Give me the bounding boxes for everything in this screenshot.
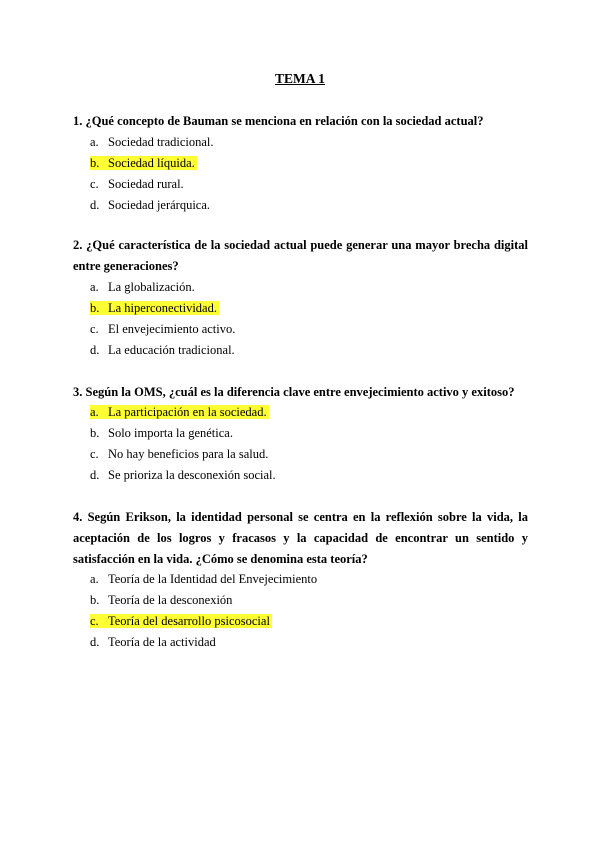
option-3b: b. Solo importa la genética. [90, 426, 233, 440]
option-2c: c. El envejecimiento activo. [90, 322, 236, 336]
question-1-text: 1. ¿Qué concepto de Bauman se menciona en relación con la sociedad actual? [73, 114, 484, 128]
question-4-options [90, 569, 317, 653]
option-1d: d. Sociedad jerárquica. [90, 198, 211, 212]
question-2-options [90, 277, 235, 361]
option-4b: b. Teoría de la desconexión [90, 593, 233, 607]
option-1b: b. Sociedad líquida. [90, 156, 195, 170]
option-2d: d. La educación tradicional. [90, 343, 235, 357]
option-3a: a. La participación en la sociedad. [90, 405, 267, 419]
option-4a: a. Teoría de la Identidad del Envejecimiento [90, 572, 318, 586]
option-4d: d. Teoría de la actividad [90, 635, 216, 649]
option-2a: a. La globalización. [90, 280, 195, 294]
option-4c: c. Teoría del desarrollo psicosocial [90, 614, 270, 628]
option-1a: a. Sociedad tradicional. [90, 135, 214, 149]
page-title: TEMA 1 [275, 71, 325, 86]
option-3c: c. No hay beneficios para la salud. [90, 447, 269, 461]
option-1c: c. Sociedad rural. [90, 177, 184, 191]
question-2-text: 2. ¿Qué característica de la sociedad actual puede generar una mayor brecha digital entre generaciones? [73, 238, 528, 273]
question-1-options [90, 132, 214, 216]
option-3d: d. Se prioriza la desconexión social. [90, 468, 276, 482]
option-2b: b. La hiperconectividad. [90, 301, 217, 315]
question-3-text: 3. Según la OMS, ¿cuál es la diferencia clave entre envejecimiento activo y exitoso? [73, 385, 515, 399]
question-4-text: 4. Según Erikson, la identidad personal se centra en la reflexión sobre la vida, la aceptación de los logros y fracasos y la capacidad de encontrar un sentido y satisfacción en la vida. ¿Cómo se denomina esta teoría? [73, 510, 528, 566]
question-3-options [90, 402, 276, 486]
